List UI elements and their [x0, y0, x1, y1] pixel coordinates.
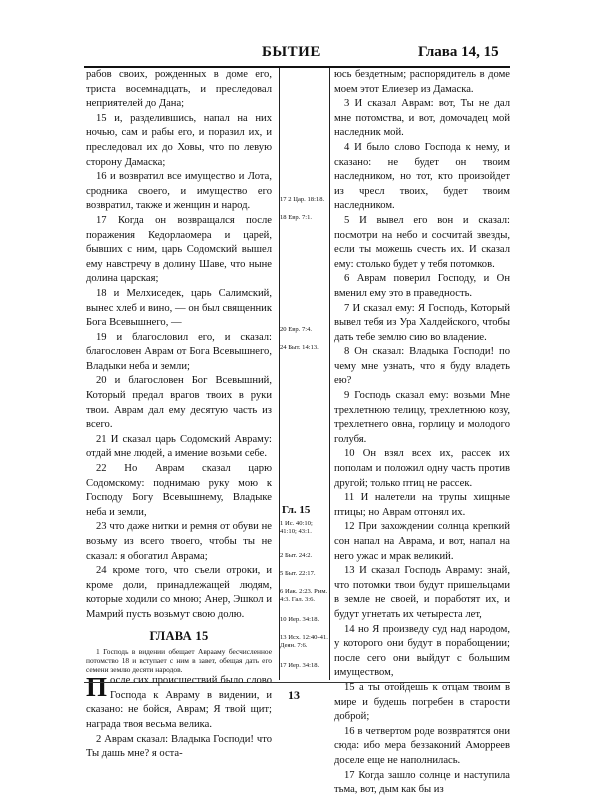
verse-text: 13 И сказал Господь Авраму: знай, что потомки твои будут пришельцами в земле не своей, и поработят их, и будут угнетать их четыреста лет,: [334, 565, 510, 620]
verse-text: 12 При захождении солнца крепкий сон напал на Аврама, и вот, напал на него ужас и мрак великий.: [334, 521, 510, 562]
cross-reference: 17 2 Цар. 18:18.: [280, 196, 325, 203]
chapter-marker: Гл. 15: [282, 504, 311, 516]
cross-reference: 10 Иер. 34:18.: [280, 616, 320, 623]
verse-text: рабов своих, рожденных в доме его, триста восемнадцать, и преследовал неприятелей до Дана;: [86, 69, 272, 110]
cross-reference: 6 Иак. 2:23. Рим. 4:3. Гал. 3:6.: [280, 588, 328, 603]
verse-text: осле сих происшествий было слово Господа к Авраму в видении, и сказано: не бойся, Аврам; Я твой щит; награда твоя весьма велика.: [86, 675, 272, 730]
verse-text: 22 Но Аврам сказал царю Содомскому: поднимаю руку мою к Господу Богу Всевышнему, Владыке неба и земли,: [86, 463, 272, 518]
verse-text: 8 Он сказал: Владыка Господи! по чему мне узнать, что я буду владеть ею?: [334, 346, 510, 387]
verse-text: 16 в четвертом роде возвратятся они сюда: ибо мера беззаконий Аморреев доселе еще не наполнилась.: [334, 725, 510, 766]
verse-text: 24 кроме того, что съели отроки, и кроме доли, принадлежащей людям, которые ходили со мною; Анер, Эшкол и Мамрий пусть возьмут свою долю.: [86, 565, 272, 620]
left-text-column: [86, 68, 272, 762]
verse-text: 2 Аврам сказал: Владыка Господи! что Ты дашь мне? я оста-: [86, 733, 272, 760]
right-text-column: [334, 68, 510, 798]
verse-text: 3 И сказал Аврам: вот, Ты не дал мне потомства, и вот, домочадец мой наследник мой.: [334, 98, 510, 139]
footer-rule: [84, 682, 510, 683]
cross-reference: 20 Евр. 7:4.: [280, 326, 313, 333]
chapter-summary: 1 Господь в видении обещает Аврааму бесчисленное потомство 18 и вступает с ним в завет, обещая дать его семени землю десяти народов.: [86, 647, 272, 675]
verse-text: юсь бездетным; распорядитель в доме моем этот Елиезер из Дамаска.: [334, 69, 510, 95]
verse-text: 18 и Мелхиседек, царь Салимский, вынес хлеб и вино, — он был священник Бога Всевышнего, —: [86, 287, 272, 329]
cross-reference: 18 Евр. 7:1.: [280, 214, 313, 221]
verse-text: 17 Когда он возвращался после поражения Кедорлаомера и царей, бывших с ним, царь Содомский вышел ему навстречу в долину Шаве, что ныне долина царская;: [86, 214, 272, 285]
verse-text: 6 Аврам поверил Господу, и Он вменил ему это в праведность.: [334, 273, 510, 299]
cross-reference-column: [280, 68, 330, 680]
verse-text: 14 но Я произведу суд над народом, у которого они будут в порабощении; после сего они выйдут с большим имуществом,: [334, 623, 510, 679]
verse-text: 20 и благословен Бог Всевышний, Который предал врагов твоих в руки твои. Аврам дал ему десятую часть из всего.: [86, 375, 272, 431]
verse-text: 19 и благословил его, и сказал: благословен Аврам от Бога Всевышнего, Владыки неба и земли;: [86, 331, 272, 372]
drop-cap: П: [86, 672, 108, 703]
verse-text: 15 а ты отойдешь к отцам твоим в мире и будешь погребен в старости доброй;: [334, 681, 510, 723]
verse-text: 15 и, разделившись, напал на них ночью, сам и рабы его, и поразил их, и преследовал их до Ховы, что по левую сторону Дамаска;: [86, 112, 272, 168]
verse-text: 23 что даже нитки и ремня от обуви не возьму из всего твоего, чтобы ты не сказал: я обогатил Аврама;: [86, 521, 272, 562]
verse-text: 21 И сказал царь Содомский Авраму: отдай мне людей, а имение возьми себе.: [86, 433, 272, 460]
cross-reference: 13 Исх. 12:40-41. Деян. 7:6.: [280, 634, 328, 649]
chapter-heading: ГЛАВА 15: [149, 628, 209, 643]
cross-reference: 2 Быт. 24:2.: [280, 552, 313, 559]
cross-reference: 5 Быт. 22:17.: [280, 570, 316, 577]
verse-text: 10 Он взял всех их, рассек их пополам и положил одну часть против другой; только птиц не рассек.: [334, 448, 510, 489]
cross-reference: 24 Быт. 14:13.: [280, 344, 319, 351]
verse-text: 4 И было слово Господа к нему, и сказано: не будет он твоим наследником, но тот, кто произойдет из чресл твоих, будет твоим наследником.: [334, 141, 510, 212]
verse-text: 16 и возвратил все имущество и Лота, сродника своего, и имущество его возвратил, также и женщин и народ.: [86, 171, 272, 212]
running-header-book: БЫТИЕ: [262, 44, 321, 60]
verse-text: 11 И налетели на трупы хищные птицы; но Аврам отгонял их.: [334, 492, 510, 518]
page-number: 13: [288, 688, 300, 702]
cross-reference: 1 Ис. 40:10; 41:10; 43:1.: [280, 520, 313, 535]
verse-text: 9 Господь сказал ему: возьми Мне трехлетнюю телицу, трехлетнюю козу, трехлетнего овна, горлицу и молодого голубя.: [334, 390, 510, 445]
verse-text: 5 И вывел его вон и сказал: посмотри на небо и сосчитай звезды, если ты можешь счесть их. И сказал ему: столько будет у тебя потомков.: [334, 214, 510, 270]
running-header-chapter: Глава 14, 15: [418, 44, 499, 60]
cross-reference: 17 Иер. 34:18.: [280, 662, 320, 669]
verse-text: 17 Когда зашло солнце и наступила тьма, вот, дым как бы из: [334, 769, 510, 796]
verse-text: 7 И сказал ему: Я Господь, Который вывел тебя из Ура Халдейского, чтобы дать тебе землю сию во владение.: [334, 302, 510, 343]
